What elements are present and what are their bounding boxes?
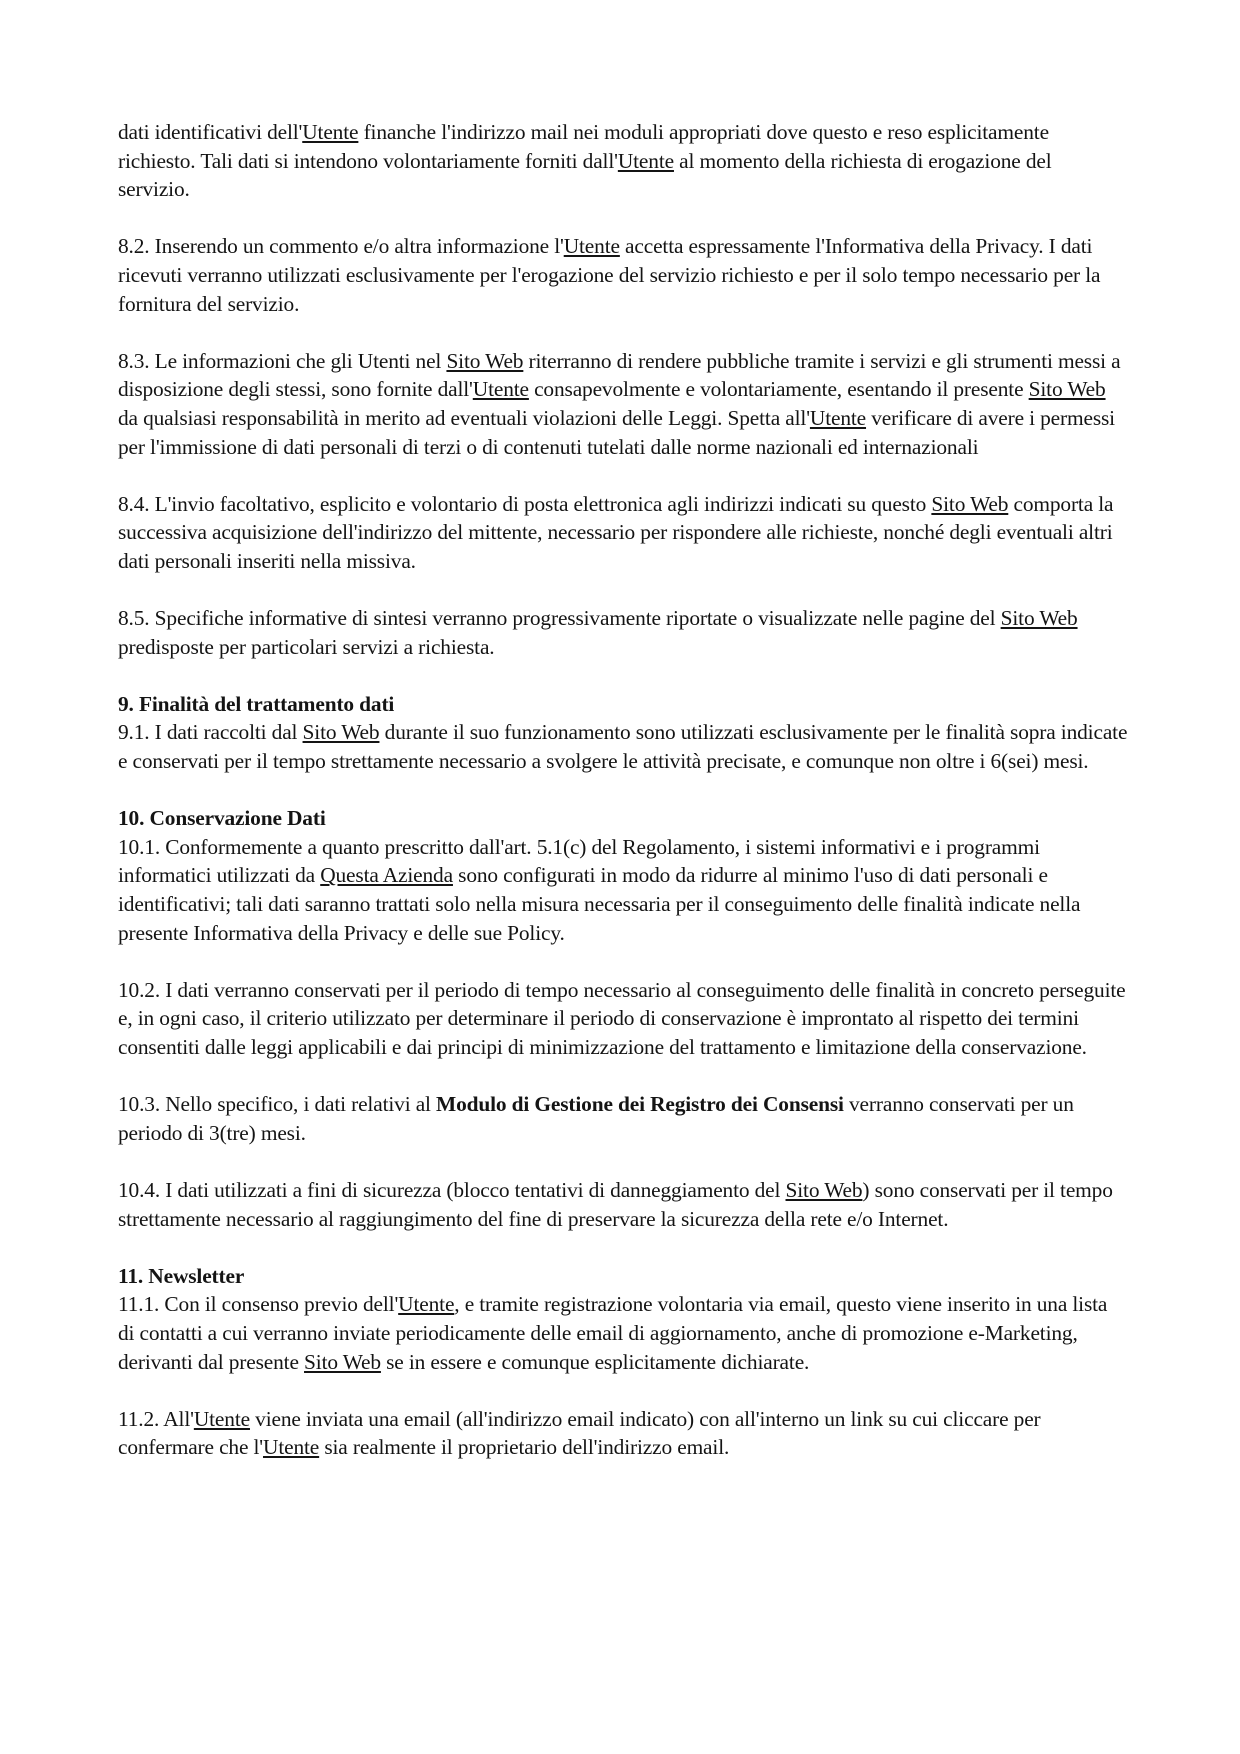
link-utente[interactable]: Utente bbox=[472, 377, 529, 402]
paragraph-spacer bbox=[118, 1233, 1128, 1262]
text-run: durante il suo funzionamento sono utilizzati esclusivamente per le finalità sopra indicate e conservati per il tempo strettamente necessario a svolgere le attività precisate, e comunque non oltre i 6(sei) mesi. bbox=[118, 720, 1128, 774]
bold-text: Modulo di Gestione dei Registro dei Consensi bbox=[436, 1092, 844, 1117]
paragraph-p-8-1-cont bbox=[118, 118, 1128, 204]
link-utente[interactable]: Utente bbox=[263, 1435, 320, 1460]
text-run: verranno conservati per un periodo di 3(tre) mesi. bbox=[118, 1092, 1074, 1145]
text-run: , e tramite registrazione volontaria via email, questo viene inserito in una lista di contatti a cui verranno inviate periodicamente delle email di aggiornamento, anche di promozione e-Marketing, derivanti dal presente bbox=[118, 1292, 1108, 1374]
text-run: ) sono conservati per il tempo strettamente necessario al raggiungimento del fine di preservare la sicurezza della rete e/o Internet. bbox=[118, 1177, 1113, 1231]
text-run: sia realmente il proprietario dell'indirizzo email. bbox=[319, 1435, 730, 1460]
paragraph-spacer bbox=[118, 461, 1128, 490]
text-run: financhе l'indirizzo mail nei moduli appropriati dove questo e reso esplicitamente richiesto. Tali dati si intendono volontariamente forniti dall' bbox=[118, 120, 1049, 173]
text-run: consapevolmente e volontariamente, esentando il presente bbox=[528, 377, 1029, 402]
text-run: dati identificativi dell' bbox=[118, 120, 303, 144]
link-sito-web[interactable]: Sito Web bbox=[931, 491, 1009, 516]
text-run: al momento della richiesta di erogazione del servizio. bbox=[118, 148, 1052, 202]
text-run: accetta espressamente l'Informativa della Privacy. I dati ricevuti verranno utilizzati esclusivamente per l'erogazione del servizio richiesto e per il solo tempo necessario per la fornitura del servizio. bbox=[118, 234, 1101, 316]
paragraph-p-10-4 bbox=[118, 1176, 1128, 1233]
link-utente[interactable]: Utente bbox=[193, 1406, 250, 1431]
link-sito-web[interactable]: Sito Web bbox=[1028, 377, 1106, 402]
section-heading-h-11: 11. Newsletter bbox=[118, 1263, 245, 1288]
link-sito-web[interactable]: Sito Web bbox=[302, 720, 380, 745]
text-run: 8.5. Specifiche informative di sintesi verranno progressivamente riportate o visualizzate nelle pagine del bbox=[118, 606, 1001, 631]
text-run: 10.4. I dati utilizzati a fini di sicurezza (blocco tentativi di danneggiamento del bbox=[118, 1177, 786, 1202]
paragraph-spacer bbox=[118, 776, 1128, 805]
text-run: 9.1. I dati raccolti dal bbox=[118, 720, 303, 745]
paragraph-spacer bbox=[118, 318, 1128, 347]
link-utente[interactable]: Utente bbox=[302, 120, 359, 144]
text-run: riterranno di rendere pubbliche tramite i servizi e gli strumenti messi a disposizione degli stessi, sono fornite dall' bbox=[118, 348, 1121, 402]
text-run: predisposte per particolari servizi a richiesta. bbox=[118, 634, 495, 659]
text-run: 8.4. L'invio facoltativo, esplicito e volontario di posta elettronica agli indirizzi indicati su questo bbox=[118, 491, 932, 516]
text-run: se in essere e comunque esplicitamente dichiarate. bbox=[380, 1349, 810, 1374]
text-run: verificare di avere i permessi per l'immissione di dati personali di terzi o di contenuti tutelati dalle norme nazionali ed internazionali bbox=[118, 405, 1115, 459]
text-run: 10.1. Conformemente a quanto prescritto dall'art. 5.1(c) del Regolamento, i sistemi informativi e i programmi informatici utilizzati da bbox=[118, 834, 1040, 888]
link-sito-web[interactable]: Sito Web bbox=[446, 348, 524, 373]
text-run: 8.3. Le informazioni che gli Utenti nel bbox=[118, 348, 447, 373]
paragraph-p-11-2 bbox=[118, 1405, 1128, 1462]
link-utente[interactable]: Utente bbox=[398, 1292, 455, 1317]
paragraph-spacer bbox=[118, 204, 1128, 233]
text-run: viene inviata una email (all'indirizzo email indicato) con all'interno un link su cui cliccare per confermare che l' bbox=[118, 1406, 1041, 1460]
paragraph-p-8-4 bbox=[118, 490, 1128, 576]
paragraph-p-8-2 bbox=[118, 232, 1128, 318]
text-run: 11.1. Con il consenso previo dell' bbox=[118, 1292, 399, 1317]
link-sito-web[interactable]: Sito Web bbox=[785, 1177, 863, 1202]
text-run: 11.2. All' bbox=[118, 1406, 194, 1431]
link-utente[interactable]: Utente bbox=[563, 234, 620, 259]
link-utente[interactable]: Utente bbox=[809, 405, 867, 430]
document-page bbox=[118, 118, 1128, 1462]
paragraph-spacer bbox=[118, 661, 1128, 690]
link-utente[interactable]: Utente bbox=[617, 148, 674, 173]
paragraph-spacer bbox=[118, 576, 1128, 605]
section-heading-h-10: 10. Conservazione Dati bbox=[118, 806, 326, 831]
paragraph-p-11-1 bbox=[118, 1290, 1128, 1376]
text-run: 10.2. I dati verranno conservati per il periodo di tempo necessario al conseguimento delle finalità in concreto perseguite e, in ogni caso, il criterio utilizzato per determinare il periodo di conservazione è improntato al rispetto dei termini consentiti dalle leggi applicabili e dai principi di minimizzazione del trattamento e limitazione della conservazione. bbox=[118, 977, 1126, 1059]
link-sito-web[interactable]: Sito Web bbox=[304, 1349, 381, 1374]
paragraph-spacer bbox=[118, 1376, 1128, 1405]
text-run: sono configurati in modo da ridurre al minimo l'uso di dati personali e identificativi; tali dati saranno trattati solo nella misura necessaria per il conseguimento delle finalità indicate nella presente Informativa della Privacy e delle sue Policy. bbox=[118, 863, 1081, 945]
text-run: 10.3. Nello specifico, i dati relativi al bbox=[118, 1092, 437, 1117]
paragraph-p-8-3 bbox=[118, 347, 1128, 461]
paragraph-p-10-1 bbox=[118, 833, 1128, 947]
paragraph-p-10-3 bbox=[118, 1090, 1128, 1147]
section-heading-h-9: 9. Finalità del trattamento dati bbox=[118, 691, 395, 716]
text-run: comporta la successiva acquisizione dell'indirizzo del mittente, necessario per rispondere alle richieste, nonché degli eventuali altri dati personali inseriti nella missiva. bbox=[118, 491, 1114, 573]
text-run: 8.2. Inserendo un commento e/o altra informazione l' bbox=[118, 234, 564, 259]
text-run: da qualsiasi responsabilità in merito ad eventuali violazioni delle Leggi. Spetta all' bbox=[118, 405, 810, 430]
paragraph-p-8-5 bbox=[118, 604, 1128, 661]
link-sito-web[interactable]: Sito Web bbox=[1000, 606, 1078, 631]
paragraph-p-9-1 bbox=[118, 718, 1128, 775]
paragraph-spacer bbox=[118, 1062, 1128, 1091]
paragraph-spacer bbox=[118, 1147, 1128, 1176]
paragraph-spacer bbox=[118, 947, 1128, 976]
paragraph-p-10-2 bbox=[118, 976, 1128, 1062]
link-questa-azienda[interactable]: Questa Azienda bbox=[320, 863, 453, 888]
